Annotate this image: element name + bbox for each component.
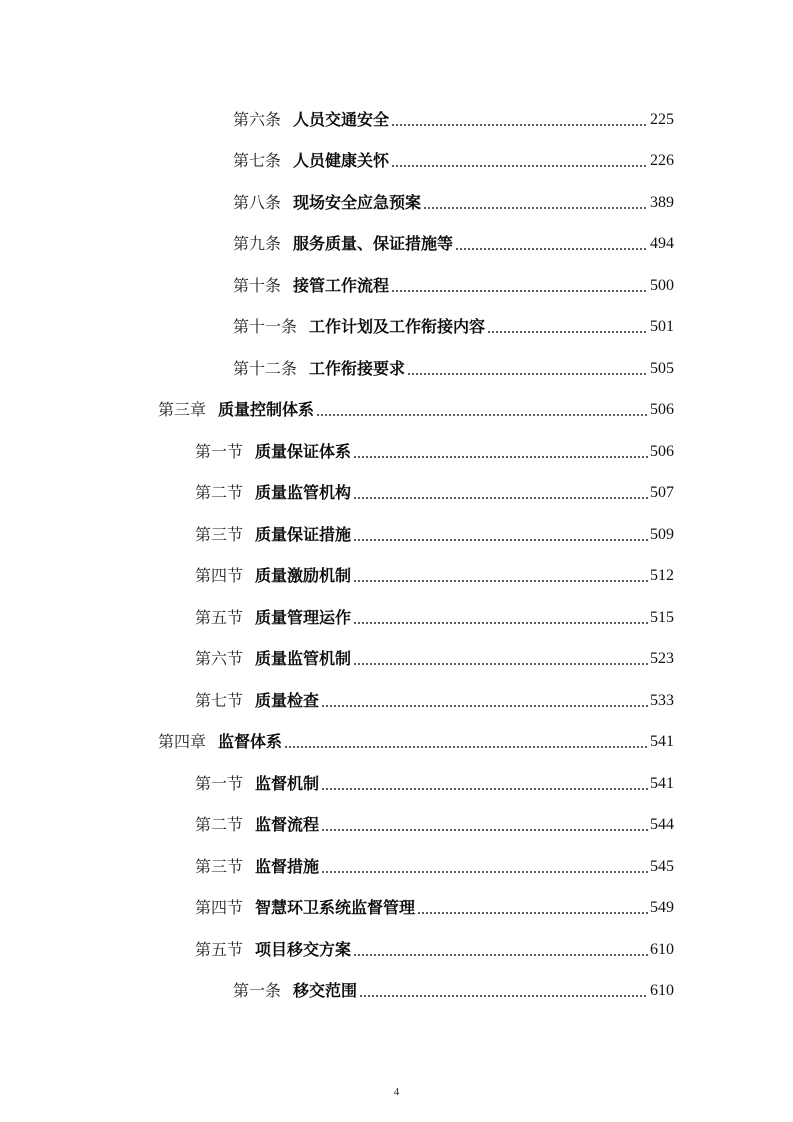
toc-entry-title: 工作衔接要求 bbox=[309, 358, 406, 378]
toc-entry[interactable] bbox=[0, 547, 793, 589]
toc-entry-page: 506 bbox=[650, 442, 674, 460]
dot-leader bbox=[391, 124, 648, 126]
dot-leader bbox=[321, 829, 648, 831]
dot-leader bbox=[391, 290, 648, 292]
dot-leader bbox=[284, 746, 648, 748]
toc-entry[interactable] bbox=[0, 339, 793, 381]
toc-entry[interactable] bbox=[0, 962, 793, 1004]
toc-entry-title: 质量监管机制 bbox=[255, 649, 352, 668]
toc-entry-page: 507 bbox=[650, 484, 674, 501]
toc-entry-page: 500 bbox=[650, 276, 674, 294]
dot-leader bbox=[423, 207, 648, 209]
toc-entry-number: 第十一条 bbox=[233, 317, 298, 336]
toc-entry-page: 515 bbox=[650, 608, 674, 626]
toc-entry-page: 506 bbox=[650, 401, 674, 418]
toc-entry-title: 人员交通安全 bbox=[293, 109, 390, 129]
dot-leader bbox=[353, 456, 648, 458]
toc-entry-title: 智慧环卫系统监督管理 bbox=[255, 898, 416, 917]
toc-entry-page: 512 bbox=[650, 567, 674, 584]
dot-leader bbox=[417, 912, 648, 914]
toc-entry-number: 第三节 bbox=[195, 856, 244, 876]
toc-entry[interactable] bbox=[0, 132, 793, 174]
toc-entry-page: 505 bbox=[650, 359, 674, 377]
dot-leader bbox=[487, 331, 648, 333]
toc-entry[interactable] bbox=[0, 173, 793, 215]
dot-leader bbox=[391, 165, 648, 167]
toc-entry-number: 第十二条 bbox=[233, 358, 298, 378]
toc-entry-number: 第二节 bbox=[195, 815, 244, 834]
dot-leader bbox=[321, 871, 648, 873]
toc-entry-title: 质量监管机构 bbox=[255, 483, 352, 502]
toc-entry-number: 第八条 bbox=[233, 192, 282, 212]
toc-entry-page: 541 bbox=[650, 733, 674, 750]
toc-entry-number: 第十条 bbox=[233, 275, 282, 295]
toc-entry[interactable] bbox=[0, 754, 793, 796]
toc-entry[interactable] bbox=[0, 215, 793, 257]
dot-leader bbox=[321, 788, 648, 790]
toc-entry-title: 移交范围 bbox=[293, 981, 358, 1000]
table-of-contents bbox=[0, 90, 793, 1003]
toc-entry-number: 第三节 bbox=[195, 524, 244, 544]
toc-entry-page: 389 bbox=[650, 193, 674, 211]
toc-entry[interactable] bbox=[0, 837, 793, 879]
toc-entry-title: 项目移交方案 bbox=[255, 939, 352, 959]
toc-entry[interactable] bbox=[0, 256, 793, 298]
toc-entry-number: 第一条 bbox=[233, 981, 282, 1000]
toc-entry[interactable] bbox=[0, 381, 793, 423]
toc-entry-title: 质量激励机制 bbox=[255, 566, 352, 585]
dot-leader bbox=[353, 622, 648, 624]
toc-entry[interactable] bbox=[0, 298, 793, 340]
toc-entry-page: 533 bbox=[650, 691, 674, 709]
dot-leader bbox=[353, 663, 648, 665]
toc-entry-number: 第一节 bbox=[195, 441, 244, 461]
toc-entry-number: 第九条 bbox=[233, 234, 282, 253]
toc-entry[interactable] bbox=[0, 920, 793, 962]
page-number: 4 bbox=[393, 1086, 400, 1098]
toc-entry-number: 第六条 bbox=[233, 109, 282, 129]
toc-entry-page: 545 bbox=[650, 857, 674, 875]
toc-entry-page: 549 bbox=[650, 899, 674, 916]
dot-leader bbox=[353, 954, 648, 956]
dot-leader bbox=[316, 414, 648, 416]
toc-entry-number: 第四节 bbox=[195, 898, 244, 917]
toc-entry-title: 监督措施 bbox=[255, 856, 320, 876]
toc-entry-title: 监督体系 bbox=[218, 732, 283, 751]
toc-entry[interactable] bbox=[0, 879, 793, 921]
dot-leader bbox=[353, 497, 648, 499]
toc-entry-page: 501 bbox=[650, 318, 674, 335]
toc-entry[interactable] bbox=[0, 90, 793, 132]
toc-entry-page: 523 bbox=[650, 650, 674, 667]
toc-entry-title: 现场安全应急预案 bbox=[293, 192, 422, 212]
toc-entry-number: 第五节 bbox=[195, 607, 244, 627]
toc-entry-title: 人员健康关怀 bbox=[293, 151, 390, 170]
toc-entry-title: 监督流程 bbox=[255, 815, 320, 834]
toc-entry-number: 第五节 bbox=[195, 939, 244, 959]
toc-entry-title: 接管工作流程 bbox=[293, 275, 390, 295]
dot-leader bbox=[455, 248, 648, 250]
toc-entry-title: 质量保证体系 bbox=[255, 441, 352, 461]
toc-entry-page: 610 bbox=[650, 940, 674, 958]
dot-leader bbox=[321, 705, 648, 707]
toc-entry[interactable] bbox=[0, 505, 793, 547]
toc-entry-number: 第三章 bbox=[158, 400, 207, 419]
toc-entry-number: 第四章 bbox=[158, 732, 207, 751]
toc-entry-page: 225 bbox=[650, 110, 674, 128]
toc-entry[interactable] bbox=[0, 422, 793, 464]
toc-entry-page: 494 bbox=[650, 235, 674, 252]
toc-entry-page: 610 bbox=[650, 982, 674, 999]
toc-entry-number: 第七条 bbox=[233, 151, 282, 170]
toc-entry-page: 226 bbox=[650, 152, 674, 169]
toc-entry[interactable] bbox=[0, 630, 793, 672]
toc-entry-title: 质量控制体系 bbox=[218, 400, 315, 419]
dot-leader bbox=[353, 539, 648, 541]
toc-entry-page: 509 bbox=[650, 525, 674, 543]
toc-entry-number: 第一节 bbox=[195, 773, 244, 793]
toc-entry-title: 工作计划及工作衔接内容 bbox=[309, 317, 486, 336]
dot-leader bbox=[407, 373, 648, 375]
toc-entry-number: 第二节 bbox=[195, 483, 244, 502]
dot-leader bbox=[353, 580, 648, 582]
toc-entry-number: 第七节 bbox=[195, 690, 244, 710]
toc-entry-page: 544 bbox=[650, 816, 674, 833]
toc-entry[interactable] bbox=[0, 671, 793, 713]
toc-entry-number: 第四节 bbox=[195, 566, 244, 585]
toc-entry-title: 质量管理运作 bbox=[255, 607, 352, 627]
toc-entry-title: 服务质量、保证措施等 bbox=[293, 234, 454, 253]
dot-leader bbox=[359, 995, 648, 997]
toc-entry[interactable] bbox=[0, 464, 793, 506]
toc-entry-title: 质量检查 bbox=[255, 690, 320, 710]
toc-entry-title: 监督机制 bbox=[255, 773, 320, 793]
toc-entry-number: 第六节 bbox=[195, 649, 244, 668]
toc-entry[interactable] bbox=[0, 796, 793, 838]
toc-entry[interactable] bbox=[0, 713, 793, 755]
toc-entry-page: 541 bbox=[650, 774, 674, 792]
toc-entry-title: 质量保证措施 bbox=[255, 524, 352, 544]
toc-entry[interactable] bbox=[0, 588, 793, 630]
